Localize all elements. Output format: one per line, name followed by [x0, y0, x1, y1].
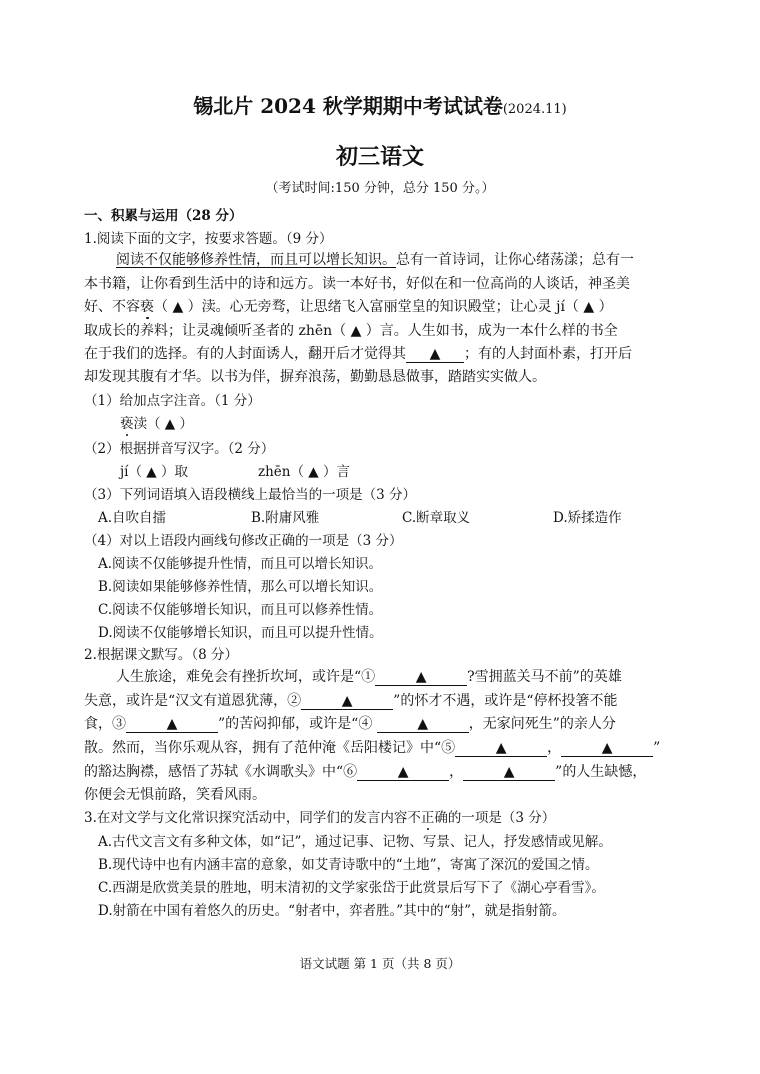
option-c[interactable]: C.阅读不仅能够增长知识，而且可以修养性情。 [98, 602, 383, 618]
answer-blank[interactable]: ▲ [406, 347, 464, 363]
option-a[interactable]: A.自吹自擂 [98, 510, 167, 526]
section-heading: 一、积累与运用（28 分） [84, 208, 243, 224]
q1-passage-line: 却发现其腹有才华。以书为伴，摒弃浪荡，勤勤恳恳做事，踏踏实实做人。 [84, 369, 546, 385]
answer-blank[interactable]: ▲ [463, 765, 555, 781]
q3-stem [84, 806, 555, 826]
q1-sub2-item-b[interactable]: zhēn（ ▲ ）言 [258, 464, 350, 480]
q2-text: ?雪拥蓝关马不前”的英雄 [467, 669, 622, 685]
q1-sub2: （2）根据拼音写汉字。（2 分） [84, 441, 275, 457]
q3-text: 的一项是（3 分） [447, 810, 556, 826]
q2-text: 失意，或许是“汉文有道恩犹薄，② [84, 693, 302, 709]
exam-date: (2024.11) [502, 102, 567, 117]
q3-text: 3.在对文学与文化常识探究活动中，同学们的发言内容 [84, 810, 408, 826]
q2-line [84, 761, 646, 781]
q1-stem: 1.阅读下面的文字，按要求答题。（9 分） [84, 231, 333, 247]
q1-passage-line [84, 296, 613, 316]
option-a[interactable]: A.古代文言文有多种文体，如“记”，通过记事、记物、写景、记人，抒发感情或见解。 [98, 834, 612, 850]
answer-blank[interactable]: ▲ [375, 670, 467, 686]
option-c[interactable]: C.西湖是欣赏美景的胜地，明末清初的文学家张岱于此赏景后写下了《湖心亭看雪》。 [98, 880, 605, 896]
q2-line [84, 737, 660, 757]
option-d[interactable]: D.射箭在中国有着悠久的历史。“射者中，弈者胜。”其中的“射”，就是指射箭。 [98, 903, 566, 919]
q2-text: 人生旅途，难免会有挫折坎坷，或许是“① [116, 669, 376, 685]
exam-title-row [0, 90, 760, 119]
q2-line [84, 690, 618, 710]
q2-text: 食，③ [84, 716, 126, 732]
q1-sub1: （1）给加点字注音。（1 分） [84, 393, 261, 409]
option-d[interactable]: D.阅读不仅能够增长知识，而且可以提升性情。 [98, 625, 383, 641]
q1-passage-text: （ ▲ ）渎。心无旁骛，让思绪飞入富丽堂皇的知识殿堂；让心灵 jí（ ▲ ） [154, 299, 613, 315]
q2-text: 散。然而，当你乐观从容，拥有了范仲淹《岳阳楼记》中“⑤ [84, 740, 456, 756]
q2-stem: 2.根据课文默写。（8 分） [84, 647, 239, 663]
answer-blank[interactable]: ▲ [126, 717, 218, 733]
q1-underlined-sentence: 阅读不仅能够修养性情，而且可以增长知识。 [116, 252, 396, 268]
dotted-char: 亵 [140, 299, 154, 315]
q2-line [84, 713, 616, 733]
q1-passage-text: 在于我们的选择。有的人封面诱人，翻开后才觉得其 [84, 346, 406, 362]
q1-sub2-item-a[interactable]: jí（ ▲ ）取 [120, 464, 188, 480]
option-b[interactable]: B.阅读如果能够修养性情，那么可以增长知识。 [98, 579, 383, 595]
answer-blank[interactable]: ▲ [455, 741, 547, 757]
q2-text: 的豁达胸襟，感悟了苏轼《水调歌头》中“⑥ [84, 764, 358, 780]
q2-text: ”的苦闷抑郁，或许是“④ [218, 716, 377, 732]
q2-line [116, 666, 622, 686]
q1-sub1-answer[interactable]: 渎（ ▲ ） [133, 416, 193, 432]
q1-passage-line: 本书籍，让你看到生活中的诗和远方。读一本好书，好似在和一位高尚的人谈话，神圣美 [84, 276, 630, 292]
answer-blank[interactable]: ▲ [357, 765, 449, 781]
q1-passage-text: ；有的人封面朴素，打开后 [464, 346, 632, 362]
dotted-char: 不正确 [407, 810, 448, 826]
q2-line: 你便会无惧前路，笑看风雨。 [84, 787, 266, 803]
q1-passage-line [116, 249, 634, 269]
q1-passage-line: 取成长的养料；让灵魂倾听圣者的 zhēn（ ▲ ）言。人生如书，成为一本什么样的书全 [84, 323, 618, 339]
q2-text: ”的人生缺憾， [555, 764, 647, 780]
q1-sub3: （3）下列词语填入语段横线上最恰当的一项是（3 分） [84, 487, 416, 503]
page-footer: 语文试题 第 1 页（共 8 页） [299, 956, 461, 971]
option-a[interactable]: A.阅读不仅能够提升性情，而且可以增长知识。 [98, 556, 383, 572]
dotted-words [407, 810, 448, 826]
q2-text: ”的怀才不遇，或许是“停杯投箸不能 [393, 693, 618, 709]
q2-text: ，无家问死生”的亲人分 [468, 716, 616, 732]
dotted-char: 亵 [120, 416, 134, 432]
option-b[interactable]: B.附庸风雅 [251, 510, 320, 526]
answer-blank[interactable]: ▲ [561, 741, 653, 757]
q1-passage-line [84, 343, 632, 363]
answer-blank[interactable]: ▲ [377, 717, 469, 733]
option-c[interactable]: C.断章取义 [402, 510, 471, 526]
exam-title: 锡北片 2024 秋学期期中考试试卷 [193, 94, 503, 118]
q2-text: ， [449, 764, 464, 780]
option-b[interactable]: B.现代诗中也有内涵丰富的意象，如艾青诗歌中的“土地”，寄寓了深沉的爱国之情。 [98, 857, 599, 873]
option-d[interactable]: D.矫揉造作 [553, 510, 622, 526]
q2-text: ， [547, 740, 562, 756]
subject-title: 初三语文 [335, 144, 424, 170]
q2-text: ” [653, 740, 661, 756]
q1-sub1-item [120, 412, 193, 432]
answer-blank[interactable]: ▲ [301, 694, 393, 710]
q1-passage-text: 总有一首诗词，让你心绪荡漾；总有一 [396, 252, 634, 268]
q1-passage-text: 好、不容 [84, 299, 140, 315]
q1-sub4: （4）对以上语段内画线句修改正确的一项是（3 分） [84, 533, 403, 549]
exam-info: （考试时间:150 分钟，总分 150 分。） [265, 181, 495, 196]
